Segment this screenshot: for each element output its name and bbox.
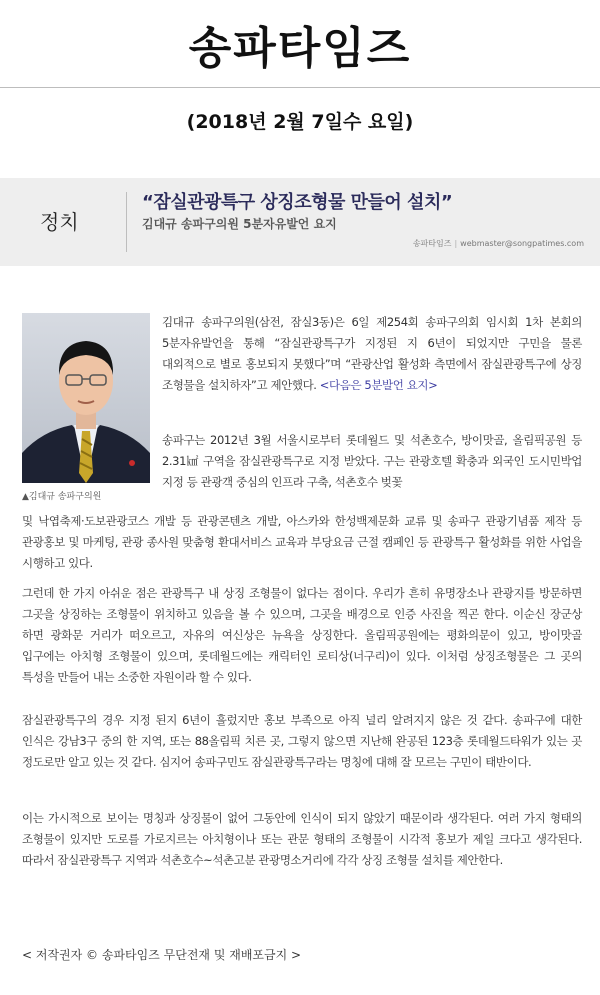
portrait-illustration bbox=[22, 313, 150, 483]
article-subhead: 김대규 송파구의원 5분자유발언 요지 bbox=[142, 217, 337, 231]
copyright-notice: < 저작권자 © 송파타임즈 무단전재 및 재배포금지 > bbox=[22, 948, 302, 962]
photo-caption: ▲김대규 송파구의원 bbox=[22, 492, 102, 502]
article-paragraph-2-continued: 및 낙엽축제·도보관광코스 개발 등 관광콘텐츠 개발, 아스카와 한성백제문화 교류 및 송파구 관광기념품 제작 등 관광홍보 및 마케팅, 관광 종사원 맞춤형 환대서비스 교육과 부당요금 근절 캠페인 등 관광특구 활성화를 위한 사업을 시행하고 있다. bbox=[22, 514, 582, 570]
article-paragraph-1 bbox=[162, 312, 582, 396]
masthead bbox=[0, 0, 600, 88]
article-paragraph-5: 이는 가시적으로 보이는 명칭과 상징물이 없어 그동안에 인식이 되지 않았기 때문이라 생각된다. 여러 가지 형태의 조형물이 있지만 도로를 가로지르는 아치형이나 또는 관문 형태의 조형물이 시각적 홍보가 제일 크다고 생각된다. 따라서 잠실관광특구 지역과 석촌호수~석촌고분 관광명소거리에 각각 상징 조형물 설치를 제안한다. bbox=[22, 811, 582, 867]
article-paragraph-2: 송파구는 2012년 3월 서울시로부터 롯데월드 및 석촌호수, 방이맛골, 올림픽공원 등 2.31㎢ 구역을 잠실관광특구로 지정 받았다. 구는 관광호텔 확충과 외국인 도시민박업 지정 등 관광객 중심의 인프라 구축, 석촌호수 벚꽃 bbox=[162, 433, 582, 489]
credit-separator: | bbox=[454, 239, 458, 248]
article-credit bbox=[413, 238, 584, 249]
publication-date: (2018년 2월 7일수 요일) bbox=[186, 110, 414, 133]
credit-name: 송파타임즈 bbox=[412, 239, 452, 248]
speech-summary-link[interactable]: <다음은 5분발언 요지> bbox=[319, 378, 438, 392]
site-logo[interactable]: 송파타임즈 bbox=[188, 22, 412, 74]
header-divider bbox=[126, 192, 127, 252]
councilor-photo bbox=[22, 313, 150, 483]
article-paragraph-3: 그런데 한 가지 아쉬운 점은 관광특구 내 상징 조형물이 없다는 점이다. 우리가 흔히 유명장소나 관광지를 방문하면 그곳을 상징하는 조형물이 위치하고 있음을 볼 수 있으며, 그곳을 배경으로 인증 사진을 찍곤 한다. 이순신 장군상 하면 광화문 거리가 떠오르고, 자유의 여신상은 뉴욕을 상징한다. 올림픽공원에는 평화의문이 있고, 방이맛골 입구에는 아치형 조형물이 있으며, 롯데월드에는 캐릭터인 로티상(너구리)이 있다. 이처럼 상징조형물은 그 곳의 특성을 만들어 내는 소중한 자원이라 할 수 있다. bbox=[22, 586, 582, 684]
article-header bbox=[0, 178, 600, 266]
paragraph-1-text: 김대규 송파구의원(삼전, 잠실3동)은 6일 제254회 송파구의회 임시회 1차 본회의 5분자유발언을 통해 “잠실관광특구가 지정된 지 6년이 되었지만 구민을 물론 대외적으로 별로 홍보되지 못했다”며 “관광산업 활성화 측면에서 잠실관광특구에 상징 조형물을 설치하자”고 제안했다. bbox=[162, 315, 582, 392]
credit-email[interactable]: webmaster@songpatimes.com bbox=[460, 239, 584, 248]
article-headline: “잠실관광특구 상징조형물 만들어 설치” bbox=[142, 192, 453, 213]
article-paragraph-4: 잠실관광특구의 경우 지정 된지 6년이 흘렀지만 홍보 부족으로 아직 널리 알려지지 않은 것 같다. 송파구에 대한 인식은 강남3구 중의 한 지역, 또는 88올림픽 치른 곳, 그렇지 않으면 지난해 완공된 123층 롯데월드타워가 있는 곳 정도로만 알고 있는 것 같다. 심지어 송파구민도 잠실관광특구라는 명칭에 대해 잘 모르는 구민이 태반이다. bbox=[22, 713, 582, 769]
section-label: 정치 bbox=[40, 210, 79, 234]
